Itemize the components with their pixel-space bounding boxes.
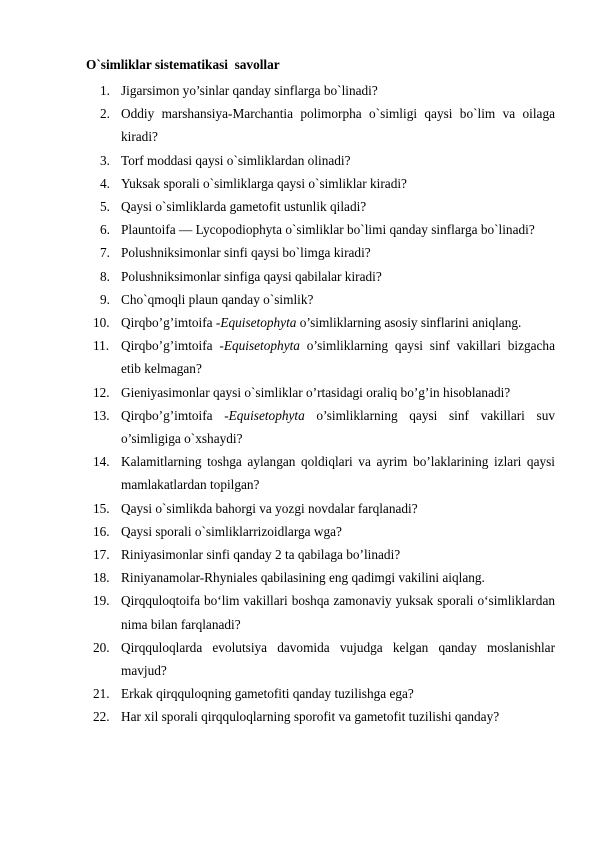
question-text: Cho`qmoqli plaun qanday o`simlik? bbox=[121, 291, 314, 307]
list-item bbox=[86, 705, 555, 728]
question-text-part: o’simliklarning qaysi sinf vakillari bizgacha etib kelmagan? bbox=[121, 338, 555, 377]
item-number: 10. bbox=[93, 315, 110, 331]
list-item bbox=[86, 218, 555, 241]
question-text: Gieniyasimonlar qaysi o`simliklar o’rtasidagi oraliq bo’g’in hisoblanadi? bbox=[121, 384, 511, 400]
item-number: 13. bbox=[93, 407, 110, 423]
item-number: 7. bbox=[100, 245, 110, 261]
list-item bbox=[86, 79, 555, 102]
list-item bbox=[86, 543, 555, 566]
question-text: Qirqquloqlarda evolutsiya davomida vujudga kelgan qanday moslanishlar mavjud? bbox=[121, 639, 555, 679]
list-item bbox=[86, 241, 555, 264]
question-text bbox=[121, 311, 555, 334]
list-item bbox=[86, 566, 555, 589]
question-text: Oddiy marshansiya-Marchantia polimorpha o`simligi qaysi bo`lim va oilaga kiradi? bbox=[121, 106, 555, 145]
item-number: 19. bbox=[93, 593, 110, 609]
item-number: 20. bbox=[93, 639, 110, 655]
question-text: Qaysi sporali o`simliklarrizoidlarga wga? bbox=[121, 523, 342, 539]
item-number: 4. bbox=[100, 175, 110, 191]
item-number: 12. bbox=[93, 384, 110, 400]
question-text-part: o’simliklarning asosiy sinflarini aniqlang. bbox=[296, 315, 522, 331]
list-item bbox=[86, 589, 555, 635]
question-text: Jigarsimon yo’sinlar qanday sinflarga bo`linadi? bbox=[121, 83, 378, 98]
taxon-name: Equisetophyta bbox=[228, 407, 305, 423]
question-text: Qaysi o`simlikda bahorgi va yozgi novdalar farqlanadi? bbox=[121, 500, 418, 516]
question-text: Kalamitlarning toshga aylangan qoldiqlari va ayrim bo’laklarining izlari qaysi mamlakatlardan topilgan? bbox=[121, 454, 555, 493]
list-item bbox=[86, 450, 555, 496]
question-text-part: Qirqbo’g’imtoifa - bbox=[121, 407, 229, 423]
list-item bbox=[86, 172, 555, 195]
item-number: 15. bbox=[93, 500, 110, 516]
question-text-part: Qirqbo’g’imtoifa - bbox=[121, 315, 221, 331]
question-text: Erkak qirqquloqning gametofiti qanday tuzilishga ega? bbox=[121, 686, 414, 702]
item-number: 17. bbox=[93, 547, 110, 563]
item-number: 18. bbox=[93, 570, 110, 586]
list-item bbox=[86, 195, 555, 218]
question-text bbox=[121, 404, 555, 450]
list-item bbox=[86, 404, 555, 450]
item-number: 9. bbox=[100, 291, 110, 307]
list-item bbox=[86, 149, 555, 172]
list-item bbox=[86, 288, 555, 311]
item-number: 22. bbox=[93, 709, 110, 725]
item-number: 11. bbox=[93, 338, 110, 354]
list-item bbox=[86, 381, 555, 404]
item-number: 14. bbox=[93, 454, 110, 470]
list-item bbox=[86, 334, 555, 380]
page-title: O`simliklar sistematikasi savollar bbox=[86, 57, 280, 72]
item-number: 8. bbox=[100, 268, 110, 284]
list-item bbox=[86, 636, 555, 682]
question-text: Har xil sporali qirqquloqlarning sporofit va gametofit tuzilishi qanday? bbox=[121, 709, 500, 725]
question-text: Polushniksimonlar sinfiga qaysi qabilalar kiradi? bbox=[121, 268, 382, 284]
list-item bbox=[86, 311, 555, 334]
question-text: Riniyanamolar-Rhyniales qabilasining eng qadimgi vakilini aiqlang. bbox=[121, 570, 485, 586]
list-item bbox=[86, 102, 555, 148]
item-number: 2. bbox=[100, 106, 110, 122]
question-text-part: Qirqbo’g’imtoifa - bbox=[121, 338, 224, 354]
item-number: 16. bbox=[93, 523, 110, 539]
list-item bbox=[86, 497, 555, 520]
list-item bbox=[86, 520, 555, 543]
item-number: 1. bbox=[100, 83, 110, 98]
question-text: Torf moddasi qaysi o`simliklardan olinadi? bbox=[121, 152, 351, 168]
question-text: Riniyasimonlar sinfi qanday 2 ta qabilaga bo’linadi? bbox=[121, 547, 401, 563]
item-number: 3. bbox=[100, 152, 110, 168]
question-text: Qaysi o`simliklarda gametofit ustunlik qiladi? bbox=[121, 199, 367, 215]
question-text: Qirqquloqtoifa bo‘lim vakillari boshqa zamonaviy yuksak sporali o‘simliklardan nima bilan farqlanadi? bbox=[121, 593, 555, 632]
question-text: Plauntoifa — Lycopodiophyta o`simliklar bo`limi qanday sinflarga bo`linadi? bbox=[121, 222, 535, 238]
item-number: 6. bbox=[100, 222, 110, 238]
question-text-part: o’simliklarning qaysi sinf vakillari suv o’simligiga o`xshaydi? bbox=[121, 407, 555, 447]
question-text: Polushniksimonlar sinfi qaysi bo`limga kiradi? bbox=[121, 245, 371, 261]
taxon-name: Equisetophyta bbox=[220, 315, 297, 331]
list-item bbox=[86, 682, 555, 705]
taxon-name: Equisetophyta bbox=[223, 338, 300, 354]
question-text: Yuksak sporali o`simliklarga qaysi o`simliklar kiradi? bbox=[121, 175, 407, 191]
question-text bbox=[121, 334, 555, 380]
list-item bbox=[86, 265, 555, 288]
item-number: 21. bbox=[93, 686, 110, 702]
item-number: 5. bbox=[100, 199, 110, 215]
question-list bbox=[86, 79, 555, 729]
